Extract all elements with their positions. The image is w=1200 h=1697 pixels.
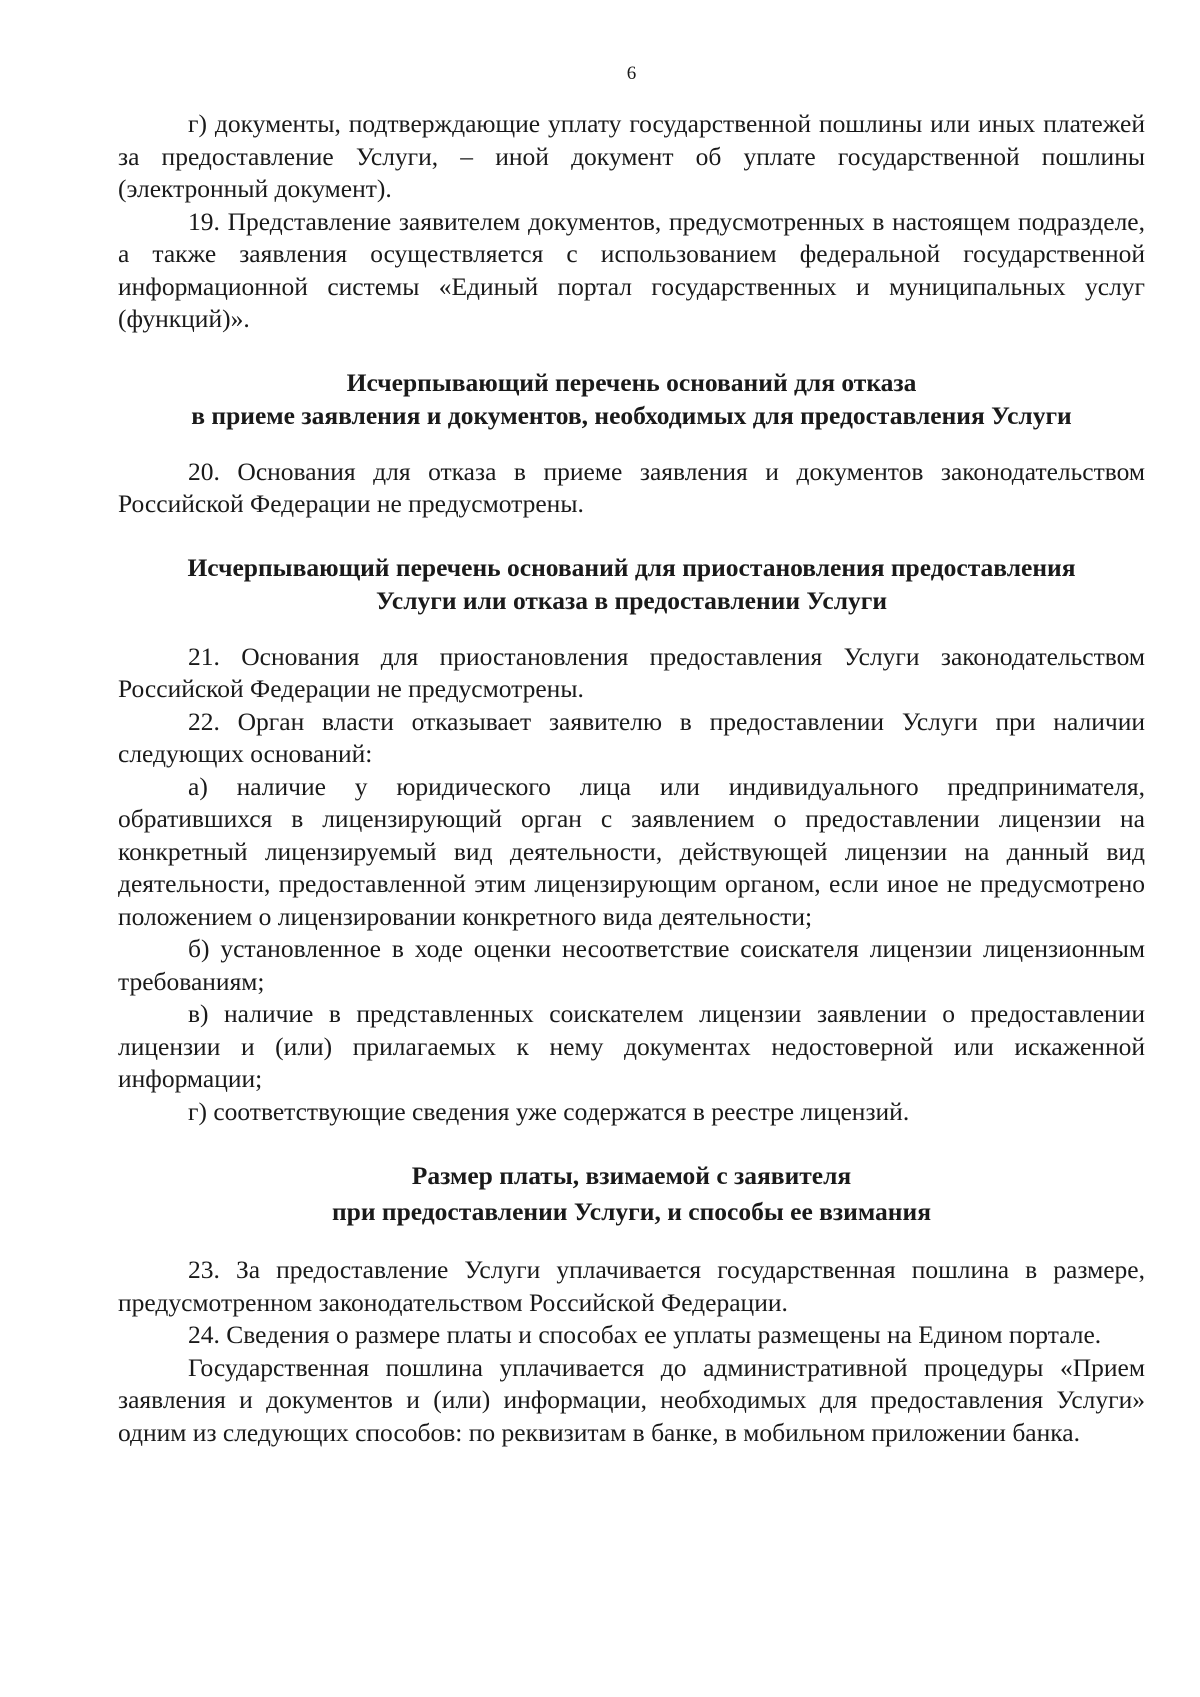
heading-line: Размер платы, взимаемой с заявителя [411, 1161, 852, 1190]
paragraph-state-duty: Государственная пошлина уплачивается до административной процедуры «Прием заявления и документов и (или) информации, необходимых для предоставления Услуги» одним из следующих способов: по реквизитам в банке, в мобильном приложении банка. [118, 1352, 1145, 1447]
heading-line: Исчерпывающий перечень оснований для отказа [346, 367, 917, 397]
paragraph-22-a: а) наличие у юридического лица или индивидуального предпринимателя, обратившихся в лицензирующий орган с заявлением о предоставлении лицензии на конкретный лицензируемый вид деятельности, действующей лицензии на данный вид деятельности, предоставленной этим лицензирующим органом, если иное не предусмотрено положением о лицензировании конкретного вида деятельности; [118, 771, 1145, 931]
heading-refusal-grounds [118, 366, 1145, 432]
heading-line: Услуги или отказа в предоставлении Услуги [375, 585, 888, 615]
paragraph-22-v: в) наличие в представленных соискателем лицензии заявлении о предоставлении лицензии и (или) прилагаемых к нему документах недостоверной или искаженной информации; [118, 999, 1145, 1093]
paragraph-20: 20. Основания для отказа в приеме заявления и документов законодательством Российской Федерации не предусмотрены. [118, 456, 1145, 518]
paragraph-22-b: б) установленное в ходе оценки несоответствие соискателя лицензии лицензионным требованиям; [118, 934, 1145, 996]
heading-suspension-grounds [118, 551, 1145, 617]
heading-line: в приеме заявления и документов, необходимых для предоставления Услуги [191, 400, 1072, 430]
paragraph-23: 23. За предоставление Услуги уплачивается государственная пошлина в размере, предусмотренном законодательством Российской Федерации. [118, 1255, 1145, 1317]
paragraph-22: 22. Орган власти отказывает заявителю в предоставлении Услуги при наличии следующих оснований: [118, 706, 1145, 768]
heading-line: при предоставлении Услуги, и способы ее взимания [331, 1197, 931, 1226]
paragraph-19: 19. Представление заявителем документов, предусмотренных в настоящем подразделе, а также заявления осуществляется с использованием федеральной государственной информационной системы «Единый портал государственных и муниципальных услуг (функций)». [118, 206, 1145, 333]
page-number: 6 [626, 63, 637, 84]
paragraph-g-payment-documents: г) документы, подтверждающие уплату государственной пошлины или иных платежей за предоставление Услуги, – иной документ об уплате государственной пошлины (электронный документ). [118, 109, 1145, 203]
paragraph-22-g: г) соответствующие сведения уже содержатся в реестре лицензий. [188, 1096, 910, 1126]
heading-fee-amount [118, 1158, 1145, 1230]
heading-line: Исчерпывающий перечень оснований для приостановления предоставления [187, 552, 1076, 582]
document-page [118, 62, 1145, 1449]
paragraph-24: 24. Сведения о размере платы и способах ее уплаты размещены на Едином портале. [188, 1320, 1102, 1349]
paragraph-21: 21. Основания для приостановления предоставления Услуги законодательством Российской Федерации не предусмотрены. [118, 641, 1145, 703]
